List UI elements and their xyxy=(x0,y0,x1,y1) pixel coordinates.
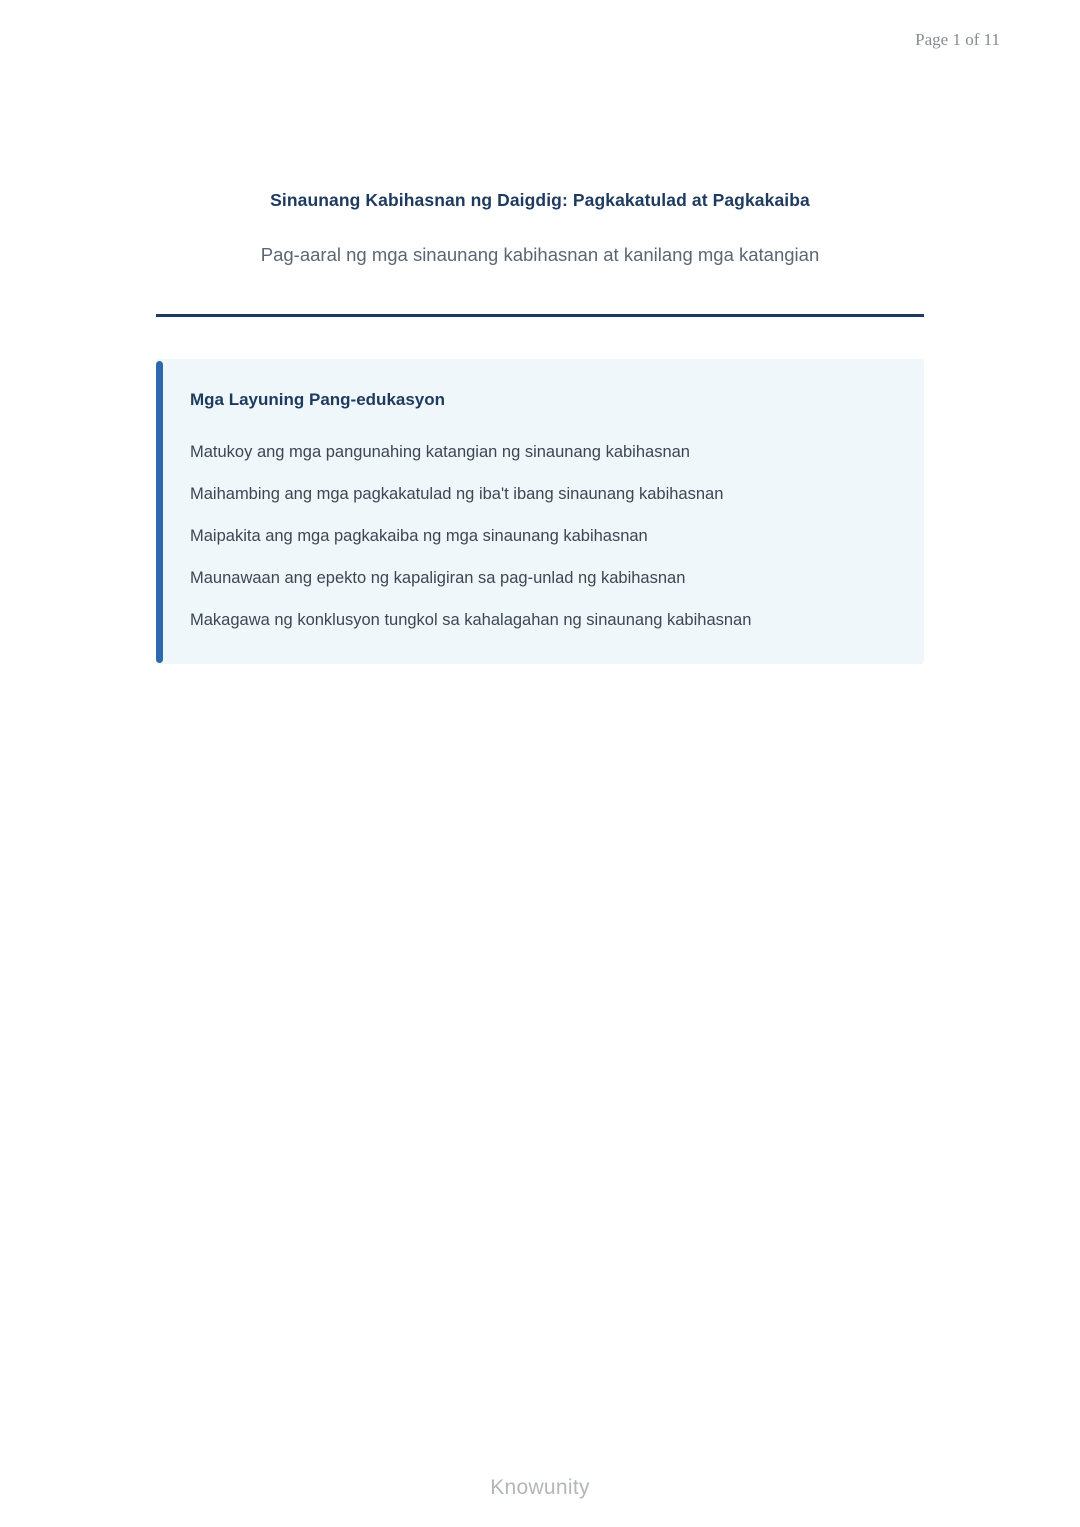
objective-item: Matukoy ang mga pangunahing katangian ng sinaunang kabihasnan xyxy=(190,443,690,461)
document-title: Sinaunang Kabihasnan ng Daigdig: Pagkakatulad at Pagkakaiba xyxy=(270,190,810,210)
document-content xyxy=(156,0,924,664)
document-subtitle: Pag-aaral ng mga sinaunang kabihasnan at kanilang mga katangian xyxy=(260,244,820,265)
objective-item: Maipakita ang mga pagkakaiba ng mga sinaunang kabihasnan xyxy=(190,527,648,545)
footer-brand: Knowunity xyxy=(490,1476,590,1499)
objective-item: Makagawa ng konklusyon tungkol sa kahalagahan ng sinaunang kabihasnan xyxy=(190,611,752,629)
accent-bar xyxy=(156,361,163,663)
objective-item: Maihambing ang mga pagkakatulad ng iba't ibang sinaunang kabihasnan xyxy=(190,485,724,503)
objectives-list xyxy=(190,442,888,631)
objectives-heading: Mga Layuning Pang-edukasyon xyxy=(190,390,446,409)
objectives-box xyxy=(156,359,924,664)
page-indicator: Page 1 of 11 xyxy=(915,30,1000,49)
objective-item: Maunawaan ang epekto ng kapaligiran sa pag-unlad ng kabihasnan xyxy=(190,569,686,587)
section-divider xyxy=(156,314,924,317)
